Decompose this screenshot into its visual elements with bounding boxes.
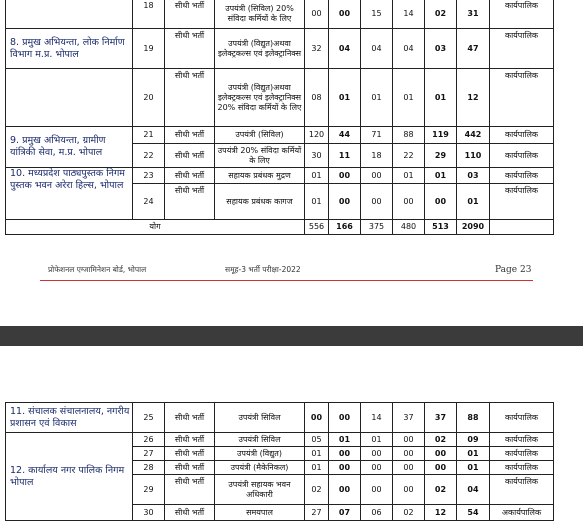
table-row [6,69,554,127]
count-cell: 32 [305,29,329,69]
count-cell: 18 [361,144,393,168]
total-cell: 110 [457,144,490,168]
count-cell: 02 [425,433,457,447]
count-cell: 01 [425,69,457,127]
count-cell: 00 [329,475,361,505]
count-cell: 00 [425,184,457,220]
total-cell: 480 [393,220,425,235]
post-name: उपयंत्री (विद्युत) [215,447,305,461]
count-cell: 01 [393,69,425,127]
serial-number: 18 [133,0,165,29]
total-cell: 12 [457,69,490,127]
count-cell: 12 [425,505,457,521]
table-row [6,168,554,184]
office-type: कार्यपालिक [490,69,554,127]
count-cell: 00 [393,461,425,475]
footer-exam-name: समूह-3 भर्ती परीक्षा-2022 [225,265,301,274]
recruitment-method: सीधी भर्ती [165,168,215,184]
count-cell: 01 [329,433,361,447]
department-cell [6,0,133,29]
recruitment-method: सीधी भर्ती [165,127,215,144]
office-type: कार्यपालिक [490,127,554,144]
count-cell: 00 [305,403,329,433]
table-row [6,433,554,447]
office-type: कार्यपालिक [490,433,554,447]
count-cell: 02 [425,0,457,29]
office-type: कार्यपालिक [490,144,554,168]
total-cell: 09 [457,433,490,447]
footer-page-number: Page 23 [495,265,532,275]
total-cell: 47 [457,29,490,69]
post-name: उपयंत्री (सिविल) [215,127,305,144]
post-name: उपयंत्री सिविल [215,433,305,447]
office-type: कार्यपालिक [490,403,554,433]
page-gap [0,326,583,346]
count-cell: 00 [393,433,425,447]
total-cell: 54 [457,505,490,521]
serial-number: 20 [133,69,165,127]
total-cell: 556 [305,220,329,235]
recruitment-method: सीधी भर्ती [165,447,215,461]
table-row [6,0,554,29]
count-cell: 01 [305,168,329,184]
recruitment-method: सीधी भर्ती [165,475,215,505]
table-row [6,127,554,144]
vacancy-table-page-23 [5,0,554,235]
recruitment-method: सीधी भर्ती [165,461,215,475]
vacancy-table-page-24 [5,402,554,521]
count-cell: 01 [393,168,425,184]
serial-number: 23 [133,168,165,184]
office-type: अकार्यपालिक [490,505,554,521]
count-cell: 00 [329,403,361,433]
total-cell: 01 [457,184,490,220]
serial-number: 21 [133,127,165,144]
count-cell: 00 [361,475,393,505]
recruitment-method: सीधी भर्ती [165,505,215,521]
count-cell: 00 [361,184,393,220]
post-name: उपयंत्री 20% संविदा कर्मियों के लिए [215,144,305,168]
recruitment-method: सीधी भर्ती [165,144,215,168]
total-cell: 2090 [457,220,490,235]
count-cell: 00 [361,168,393,184]
department-cell: 12. कार्यालय नगर पालिक निगम भोपाल [6,433,133,521]
table-row [6,29,554,69]
count-cell: 44 [329,127,361,144]
recruitment-method: सीधी भर्ती [165,0,215,29]
office-type: कार्यपालिक [490,447,554,461]
post-name: उपयंत्री (मैकेनिकल) [215,461,305,475]
post-name: उपयंत्री सहायक भवन अधिकारी [215,475,305,505]
office-type: कार्यपालिक [490,0,554,29]
count-cell: 07 [329,505,361,521]
total-label: योग [6,220,305,235]
count-cell: 00 [329,0,361,29]
office-type: कार्यपालिक [490,475,554,505]
count-cell: 04 [361,29,393,69]
total-cell: 166 [329,220,361,235]
serial-number: 29 [133,475,165,505]
count-cell: 00 [361,447,393,461]
total-cell: 513 [425,220,457,235]
count-cell: 02 [393,505,425,521]
total-cell: 03 [457,168,490,184]
serial-number: 25 [133,403,165,433]
count-cell: 119 [425,127,457,144]
post-name: उपयंत्री (सिविल) 20% संविदा कर्मियों के लिए [215,0,305,29]
page-footer [40,265,540,277]
count-cell: 08 [305,69,329,127]
post-name: उपयंत्री (विद्युत)अथवा इलेक्ट्रकल्स एवं इलेक्ट्रानिक्स 20% संविदा कर्मियों के लिए [215,69,305,127]
count-cell: 00 [361,461,393,475]
count-cell: 15 [361,0,393,29]
count-cell: 01 [361,69,393,127]
total-cell: 88 [457,403,490,433]
post-name: समयपाल [215,505,305,521]
count-cell: 00 [393,447,425,461]
recruitment-method: सीधी भर्ती [165,69,215,127]
recruitment-method: सीधी भर्ती [165,403,215,433]
serial-number: 26 [133,433,165,447]
count-cell: 00 [305,0,329,29]
department-cell: 9. प्रमुख अभियन्ता, ग्रामीण यांत्रिकी सेवा, म.प्र. भोपाल [6,127,133,168]
count-cell: 00 [329,447,361,461]
count-cell: 14 [361,403,393,433]
department-cell [6,69,133,127]
count-cell: 06 [361,505,393,521]
count-cell: 120 [305,127,329,144]
office-type: कार्यपालिक [490,461,554,475]
count-cell: 37 [393,403,425,433]
total-cell: 31 [457,0,490,29]
count-cell: 00 [393,184,425,220]
post-name: सहायक प्रबंधक कागज [215,184,305,220]
total-cell: 01 [457,461,490,475]
total-cell: 442 [457,127,490,144]
count-cell: 03 [425,29,457,69]
post-name: उपयंत्री (विद्युत)अथवा इलेक्ट्रकल्स एवं इलेक्ट्रानिक्स [215,29,305,69]
serial-number: 19 [133,29,165,69]
office-type: कार्यपालिक [490,29,554,69]
department-cell: 8. प्रमुख अभियन्ता, लोक निर्माण विभाग म.प्र. भोपाल [6,29,133,69]
total-row [6,220,554,235]
count-cell: 30 [305,144,329,168]
recruitment-method: सीधी भर्ती [165,433,215,447]
footer-board-name: प्रोफेशनल एग्जामिनेशन बोर्ड, भोपाल [48,265,147,274]
total-cell: 01 [457,447,490,461]
post-name: सहायक प्रबंधक मुद्रण [215,168,305,184]
department-cell: 11. संचालक संचालनालय, नगरीय प्रशासन एवं विकास [6,403,133,433]
count-cell: 02 [425,475,457,505]
recruitment-method: सीधी भर्ती [165,29,215,69]
recruitment-method: सीधी भर्ती [165,184,215,220]
table-row [6,403,554,433]
count-cell: 11 [329,144,361,168]
count-cell: 00 [425,461,457,475]
count-cell: 27 [305,505,329,521]
post-name: उपयंत्री सिविल [215,403,305,433]
count-cell: 37 [425,403,457,433]
serial-number: 24 [133,184,165,220]
count-cell: 01 [305,461,329,475]
office-type: कार्यपालिक [490,168,554,184]
count-cell: 01 [425,168,457,184]
count-cell: 04 [329,29,361,69]
total-cell: 04 [457,475,490,505]
count-cell: 02 [305,475,329,505]
count-cell: 01 [305,447,329,461]
count-cell: 88 [393,127,425,144]
office-type [490,220,554,235]
count-cell: 00 [329,184,361,220]
count-cell: 29 [425,144,457,168]
count-cell: 22 [393,144,425,168]
count-cell: 04 [393,29,425,69]
count-cell: 00 [329,168,361,184]
serial-number: 22 [133,144,165,168]
total-cell: 375 [361,220,393,235]
count-cell: 00 [425,447,457,461]
office-type: कार्यपालिक [490,184,554,220]
count-cell: 71 [361,127,393,144]
serial-number: 27 [133,447,165,461]
footer-divider [40,280,533,281]
count-cell: 00 [393,475,425,505]
serial-number: 28 [133,461,165,475]
count-cell: 01 [305,184,329,220]
count-cell: 01 [329,69,361,127]
count-cell: 00 [329,461,361,475]
count-cell: 01 [361,433,393,447]
serial-number: 30 [133,505,165,521]
count-cell: 14 [393,0,425,29]
count-cell: 05 [305,433,329,447]
document-page-24 [0,346,583,525]
department-cell: 10. मध्यप्रदेश पाठ्यपुस्तक निगम पुस्तक भवन अरेरा हिल्स, भोपाल [6,168,133,220]
